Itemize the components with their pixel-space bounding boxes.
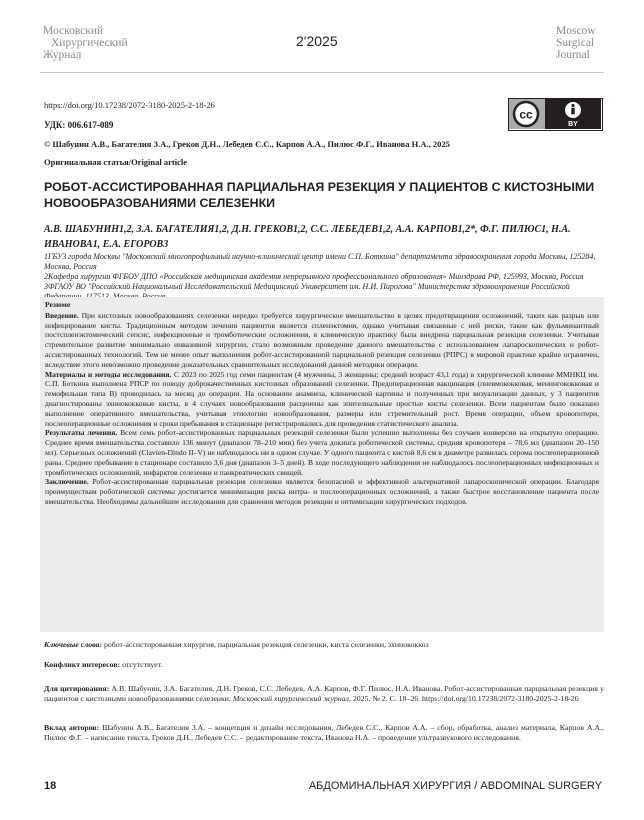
cc-by-label: BY (568, 121, 578, 128)
conflict-text: отсутствует. (122, 660, 163, 669)
journal-logo-right (556, 25, 606, 61)
cc-icon (509, 99, 601, 129)
conclusion-label: Заключение. (45, 477, 89, 487)
abstract-heading: Резюме (45, 300, 71, 309)
affiliations (44, 252, 608, 302)
conflict-label: Конфликт интересов: (44, 660, 121, 669)
intro-text: При кистозных новообразованиях селезенки нередко требуется хирургическое вмешательство в целях предотвращения осложнений, таких как разрыв или инфицирование кисты. Традиционным методом лечения пациентов является спленэктомия, однако учитывая связанные с ней риски, такие как фульминантный постспленэктомический сепсис, инфекционные и тромботические осложнения, в клиническую практику была внедрена парциальная резекция селезенки. Учитывая стремительное развитие минимально инвазивной хирургии, стало возможным проведение данного вмешательства с использованием лапароскопических и робот-ассистированных технологий. Тем не менее опыт выполнения робот-ассистированной парциальной резекция селезенки (РПРС) в мировой практике крайне ограничен, вследствие этого невозможно проведение доказательных сравнительных исследований данной методики операции. (45, 310, 600, 369)
logo-line-2: Хирургический (51, 37, 128, 49)
methods-text: С 2023 по 2025 год семи пациентам (4 мужчины, 3 женщины; средний возраст 43,1 года) в хирургической клинике ММНКЦ им. С.П. Боткина выполнена РПСР по поводу доброкачественных кистозных образований селезенки. Предоперационная вакцинация (пневмококковая, менингококковая и гемофильная типа В) проводилась за месяц до операции. На основании анамнеза, клинической картины и полученных при визуализации данных, у 3 пациентов диагностированы эхинококковые кисты, в 4 случаях новообразования расценены как эпителиальные простые кисты селезенки. Всем пациентам было показано выполнение оперативного вмешательства, учитывая этиологию новообразования, размеры или стремительный рост. Время операции, объем кровопотери, послеоперационные осложнения и сроки пребывания в стационаре регистрировались для проведения статистического анализа. (45, 369, 599, 428)
citation-text: А.В. Шабунин, З.А. Багателия, Д.Н. Греков, С.С. Лебедев, А.А. Карпов, Ф.Г. Пилюс, Н.А. Иванова. Робот-ассистированная парциальная резекция у пациентов с кистозными новообразованиями селезенки. (44, 684, 604, 703)
keywords-label: Ключевые слова: (44, 640, 103, 649)
affiliation-1: 1ГБУЗ города Москвы "Московский многопрофильный научно-клинический центр имени С.П. Боткина" департамента здравоохранения города Москвы, 125284, Москва, Россия (44, 252, 596, 271)
article-type: Оригинальная статья/Original article (44, 157, 188, 167)
author-contribution (44, 723, 604, 743)
abstract-results (45, 428, 599, 477)
article-title: РОБОТ-АССИСТИРОВАННАЯ ПАРЦИАЛЬНАЯ РЕЗЕКЦИЯ У ПАЦИЕНТОВ С КИСТОЗНЫМИ НОВООБРАЗОВАНИЯМИ СЕЛЕЗЕНКИ (44, 180, 595, 210)
cc-license-badge[interactable] (508, 98, 603, 131)
logo-line-1: Московский (43, 25, 104, 37)
doi-link[interactable]: https://doi.org/10.17238/2072-3180-2025-2-18-26 (44, 100, 215, 110)
conclusion-text: Робот-ассистированная парциальная резекция селезенки является безопасной и эффективной альтернативой лапароскопической операции. Благодаря преимуществам роботической системы достигается минимизация риска интра- и послеоперационных осложнений, а также быстрое восстановление пациента после вмешательства. Необходимы дальнейшие исследования для сравнения методов резекции и оптимизации хирургических подходов. (45, 477, 599, 506)
author-list: А.В. ШАБУНИН1,2, З.А. БАГАТЕЛИЯ1,2, Д.Н. ГРЕКОВ1,2, С.С. ЛЕБЕДЕВ1,2, А.А. КАРПОВ1,2*, Ф.Г. ПИЛЮС1, Н.А. ИВАНОВА1, Е.А. ЕГОРОВ3 (44, 224, 571, 250)
udk-code: УДК: 006.617-089 (44, 120, 114, 130)
abstract-methods (45, 370, 599, 429)
contribution-text: Шабунин А.В., Багателия З.А. – концепция и дизайн исследования, Лебедев С.С., Карпов А.А. – сбор, обработка, анализ материала, Карпов А.А., Пилюс Ф.Г. – написание текста, Греков Д.Н., Лебедев С.С. – редактирование текста, Иванова Н.А. – проведение ультразвукового исследования. (44, 723, 604, 742)
abstract-conclusion (45, 477, 599, 506)
svg-text:cc: cc (519, 107, 533, 122)
citation (44, 684, 604, 704)
section-title: АБДОМИНАЛЬНАЯ ХИРУРГИЯ / ABDOMINAL SURGERY (308, 780, 602, 792)
header-divider (40, 72, 604, 73)
citation-journal: Московский хирургический журнал, (232, 693, 351, 703)
logo-line-3: Журнал (43, 49, 82, 61)
abstract-introduction (45, 311, 599, 370)
logo-en-line-1: Moscow (556, 25, 596, 37)
results-label: Результаты лечения. (45, 428, 118, 438)
contribution-label: Вклад авторов: (44, 723, 100, 732)
citation-tail[interactable]: 2025. № 2. С. 18–26. https://doi.org/10.17238/2072-3180-2025-2-18-26 (352, 693, 579, 703)
conflict-of-interest (44, 660, 604, 669)
logo-en-line-3: Journal (556, 49, 590, 61)
logo-en-line-2: Surgical (556, 37, 595, 49)
journal-logo-left (43, 25, 153, 61)
affiliation-3: 3ФГАОУ ВО "Российский Национальный Исследовательский Медицинский Университет им. Н.И. Пирогова" Министерства здравоохранения Российской (44, 282, 570, 291)
issue-number: 2'2025 (296, 33, 338, 49)
copyright-line: © Шабунин А.В., Багателия З.А., Греков Д.Н., Лебедев С.С., Карпов А.А., Пилюс Ф.Г., Иванова Н.А., 2025 (44, 139, 450, 149)
keywords (44, 640, 604, 649)
results-text: Всем семь робот-ассистированных парциальных резекций селезенки были успешно выполнены без случаев конверсии на открытую операцию. Среднее время вмешательства составило 136 минут (диапазон 78–210 мин) без учета докинга роботической системы, средняя кровопотеря – 78,6 мл (диапазон 20–150 мл). Серьезных осложнений (Clavien-Dindo II–V) не наблюдалось ни в одном случае. У одного пациента с кистой 8,6 см в диаметре развилась серома послеоперационной раны. Среднее пребывание в стационаре составило 3,6 дня (диапазон 3–5 дней). В ходе последующего наблюдения не наблюдалось послеоперационных инфекционных и тромботических осложнений, инфарктов селезенки и панкреатических свищей. (45, 428, 599, 477)
keywords-text: робот-ассистированная хирургия, парциальная резекция селезенки, киста селезенки, эхинококкоз (103, 640, 429, 649)
methods-label: Материалы и методы исследования. (45, 369, 172, 379)
affiliation-2: 2Кафедра хирургии ФГБОУ ДПО «Российская медицинская академия непрерывного профессионального образования» Минздрава РФ, 125993, Москва, Россия (44, 272, 584, 281)
intro-label: Введение. (45, 310, 79, 320)
citation-label: Для цитирования: (44, 684, 110, 693)
page-number: 18 (44, 780, 57, 792)
abstract (45, 300, 599, 507)
